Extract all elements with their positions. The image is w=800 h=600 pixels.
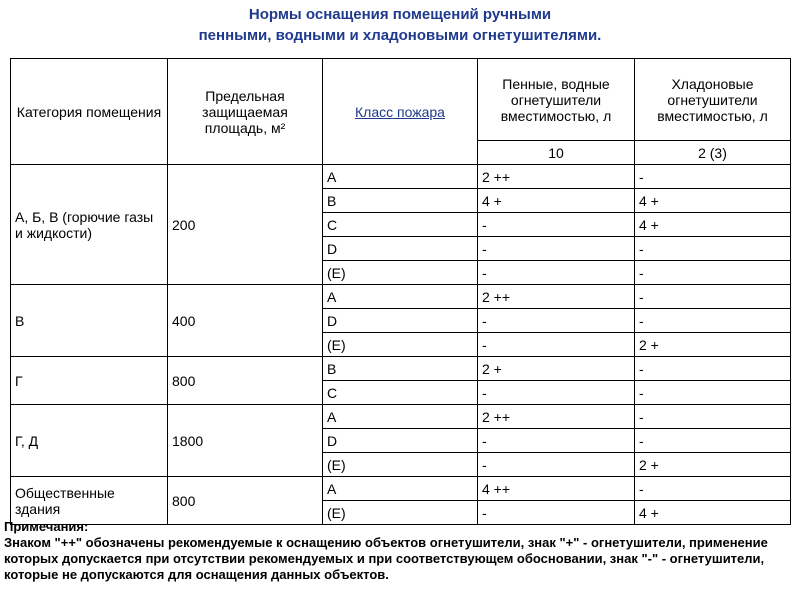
foam-cell: - xyxy=(478,501,635,525)
notes-heading: Примечания: xyxy=(4,519,89,534)
category-cell: Г xyxy=(11,357,168,405)
class-cell: (E) xyxy=(323,501,478,525)
table-row xyxy=(11,405,791,429)
class-cell: (E) xyxy=(323,453,478,477)
class-cell: A xyxy=(323,165,478,189)
class-cell: A xyxy=(323,477,478,501)
category-cell: Общественные здания xyxy=(11,477,168,525)
halon-cell: - xyxy=(635,405,791,429)
area-cell: 200 xyxy=(168,165,323,285)
header-fire-class[interactable] xyxy=(323,59,478,165)
halon-cell: - xyxy=(635,381,791,405)
header-category: Категория помещения xyxy=(11,59,168,165)
area-cell: 800 xyxy=(168,357,323,405)
foam-cell: - xyxy=(478,453,635,477)
class-cell: A xyxy=(323,405,478,429)
foam-cell: 2 + xyxy=(478,357,635,381)
area-cell: 800 xyxy=(168,477,323,525)
class-cell: B xyxy=(323,357,478,381)
table-row xyxy=(11,165,791,189)
title-line-1: Нормы оснащения помещений ручными xyxy=(248,6,552,23)
class-cell: C xyxy=(323,381,478,405)
table-row xyxy=(11,285,791,309)
halon-cell: - xyxy=(635,165,791,189)
category-cell: А, Б, В (горючие газы и жидкости) xyxy=(11,165,168,285)
halon-cell: - xyxy=(635,477,791,501)
table-body xyxy=(11,165,791,525)
fire-class-link[interactable]: Класс пожара xyxy=(355,103,445,120)
halon-cell: - xyxy=(635,285,791,309)
header-halon-capacity: 2 (3) xyxy=(635,141,791,165)
header-foam-capacity: 10 xyxy=(478,141,635,165)
foam-cell: - xyxy=(478,381,635,405)
halon-cell: 4 + xyxy=(635,189,791,213)
category-cell: Г, Д xyxy=(11,405,168,477)
class-cell: B xyxy=(323,189,478,213)
foam-cell: 2 ++ xyxy=(478,165,635,189)
area-cell: 1800 xyxy=(168,405,323,477)
class-cell: (E) xyxy=(323,261,478,285)
category-cell: В xyxy=(11,285,168,357)
class-cell: D xyxy=(323,429,478,453)
area-cell: 400 xyxy=(168,285,323,357)
foam-cell: - xyxy=(478,213,635,237)
foam-cell: - xyxy=(478,333,635,357)
foam-cell: 2 ++ xyxy=(478,285,635,309)
halon-cell: 4 + xyxy=(635,501,791,525)
halon-cell: - xyxy=(635,261,791,285)
halon-cell: - xyxy=(635,429,791,453)
foam-cell: 2 ++ xyxy=(478,405,635,429)
title-line-2: пенными, водными и хладоновыми огнетушителями. xyxy=(198,27,602,44)
foam-cell: - xyxy=(478,261,635,285)
notes xyxy=(4,519,794,583)
halon-cell: 4 + xyxy=(635,213,791,237)
foam-cell: - xyxy=(478,309,635,333)
table-row xyxy=(11,477,791,501)
foam-cell: 4 ++ xyxy=(478,477,635,501)
class-cell: D xyxy=(323,309,478,333)
header-halon: Хладоновые огнетушители вместимостью, л xyxy=(635,59,791,141)
class-cell: D xyxy=(323,237,478,261)
halon-cell: 2 + xyxy=(635,453,791,477)
extinguisher-norms-table xyxy=(10,58,791,525)
foam-cell: - xyxy=(478,429,635,453)
header-area: Предельная защищаемая площадь, м² xyxy=(168,59,323,165)
foam-cell: - xyxy=(478,237,635,261)
halon-cell: - xyxy=(635,309,791,333)
notes-text: Знаком "++" обозначены рекомендуемые к оснащению объектов огнетушители, знак "+" - огнетушители, применение которых допускается при отсутствии рекомендуемых и при соответствующем обосновании, знак "-" - огнетушители, которые не допускаются для оснащения данных объектов. xyxy=(4,535,768,582)
foam-cell: 4 + xyxy=(478,189,635,213)
class-cell: C xyxy=(323,213,478,237)
halon-cell: - xyxy=(635,357,791,381)
header-foam: Пенные, водные огнетушители вместимостью, л xyxy=(478,59,635,141)
halon-cell: 2 + xyxy=(635,333,791,357)
halon-cell: - xyxy=(635,237,791,261)
class-cell: (E) xyxy=(323,333,478,357)
page-title xyxy=(0,4,800,46)
table-row xyxy=(11,357,791,381)
class-cell: A xyxy=(323,285,478,309)
